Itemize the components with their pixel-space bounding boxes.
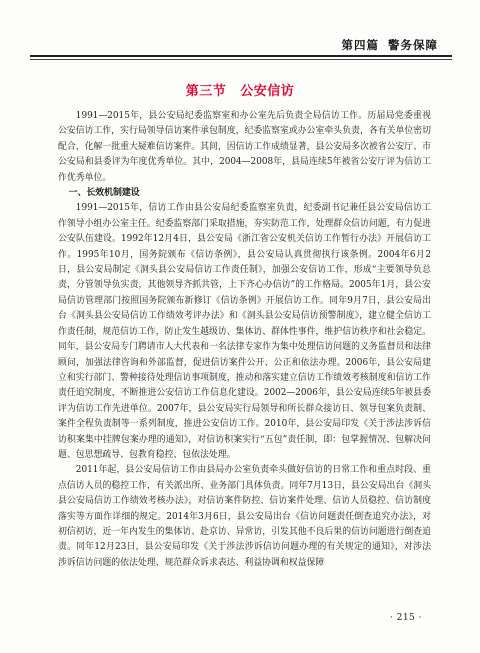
paragraph-2011: 2011年起，县公安局信访工作由县局办公室负责牵头做好信访的日常工作和重点时段、重点信访人员的稳控工作，有关派出所、业务部门具体负责。同年7月13日，县公安局出台《洞头县公安局信访工作绩效考核办法》，对信访案件防控、信访案件处理、信访人员稳控、信访制度落实等方面作详细的规定。2014年3月6日，县公安局出台《信访问题责任倒查追究办法》，对初信初访，近一年内发生的集体访、赴京访、异常访，引发其他不良后果的信访问题进行倒查追责。同年12月23日，县公安局印发《关于涉法涉诉信访问题办理的有关规定的通知》，对涉法涉诉信访问题的依法处理、规范群众诉求表达、利益协调和权益保障 [58, 465, 431, 568]
paragraph-mechanism: 1991—2015年，信访工作由县公安局纪委监察室负责，纪委副书记兼任县公安局信访工作领导小组办公室主任。纪委监察部门采取措施，夯实防范工作，处理群众信访问题，有力促进公安队伍建设。1992年12月4日，县公安局《浙江省公安机关信访工作暂行办法》开展信访工作。1995年10月，国务院颁布《信访条例》，县公安局认真贯彻执行该条例。2004年6月2日，县公安局制定《洞头县公安局信访工作责任制》，加强公安信访工作，形成“主要领导负总责，分管领导负实责，其他领导齐抓共管，上下齐心办信访”的工作格局。2005年1月，县公安局信访管理部门按照国务院颁布新修订《信访条例》开展信访工作。同年9月7日，县公安局出台《洞头县公安局信访工作绩效考评办法》和《洞头县公安局信访预警制度》，建立健全信访工作责任制，规范信访工作，防止发生越级访、集体访、群体性事件，维护信访秩序和社会稳定。同年，县公安局专门聘请市人大代表和一名法律专家作为集中处理信访问题的义务监督员和法律顾问，加强法律咨询和外部监督，促进信访案件公开、公正和依法办理。2006年，县公安局建立和实行部门、警种接待处理信访事项制度，推动和落实建立信访工作绩效考核制度和信访工作责任追究制度，不断推进公安信访工作信息化建设。2002—2006年，县公安局连续5年被县委评为信访工作先进单位。2007年，县公安局实行局领导和所长群众接访日、领导包案负责制、案件全程负责制等一系列制度，推进公安信访工作。2010年，县公安局印发《关于涉法涉诉信访积案集中挂牌包案办理的通知》，对信访积案实行“五包”责任制，即：包掌握情况、包解决问题、包思想疏导、包教育稳控、包依法处理。 [58, 203, 431, 460]
part-title: 警务保障 [388, 38, 438, 52]
header-rule-thin [30, 59, 452, 60]
part-number: 第四篇 [341, 38, 379, 52]
section-number: 第三节 [185, 84, 227, 99]
running-header [342, 37, 439, 53]
body-text [58, 109, 431, 571]
paragraph-intro: 1991—2015年，县公安局纪委监察室和办公室先后负责全局信访工作。历届局党委重视公安信访工作，实行局领导信访案件承包制度，纪委监察室或办公室牵头负责，各有关单位密切配合，化解一批重大疑难信访案件。其间，因信访工作成绩显著，县公安局多次被省公安厅、市公安局和县委评为年度优秀单位。其中，2004—2008年，县局连续5年被省公安厅评为信访工作优秀单位。 [58, 111, 431, 183]
page-number: · 215 · [389, 613, 422, 623]
section-title [0, 80, 480, 99]
section-name: 公安信访 [240, 84, 295, 99]
subsection-heading: 一、长效机制建设 [68, 188, 140, 199]
header-rule [30, 55, 452, 57]
